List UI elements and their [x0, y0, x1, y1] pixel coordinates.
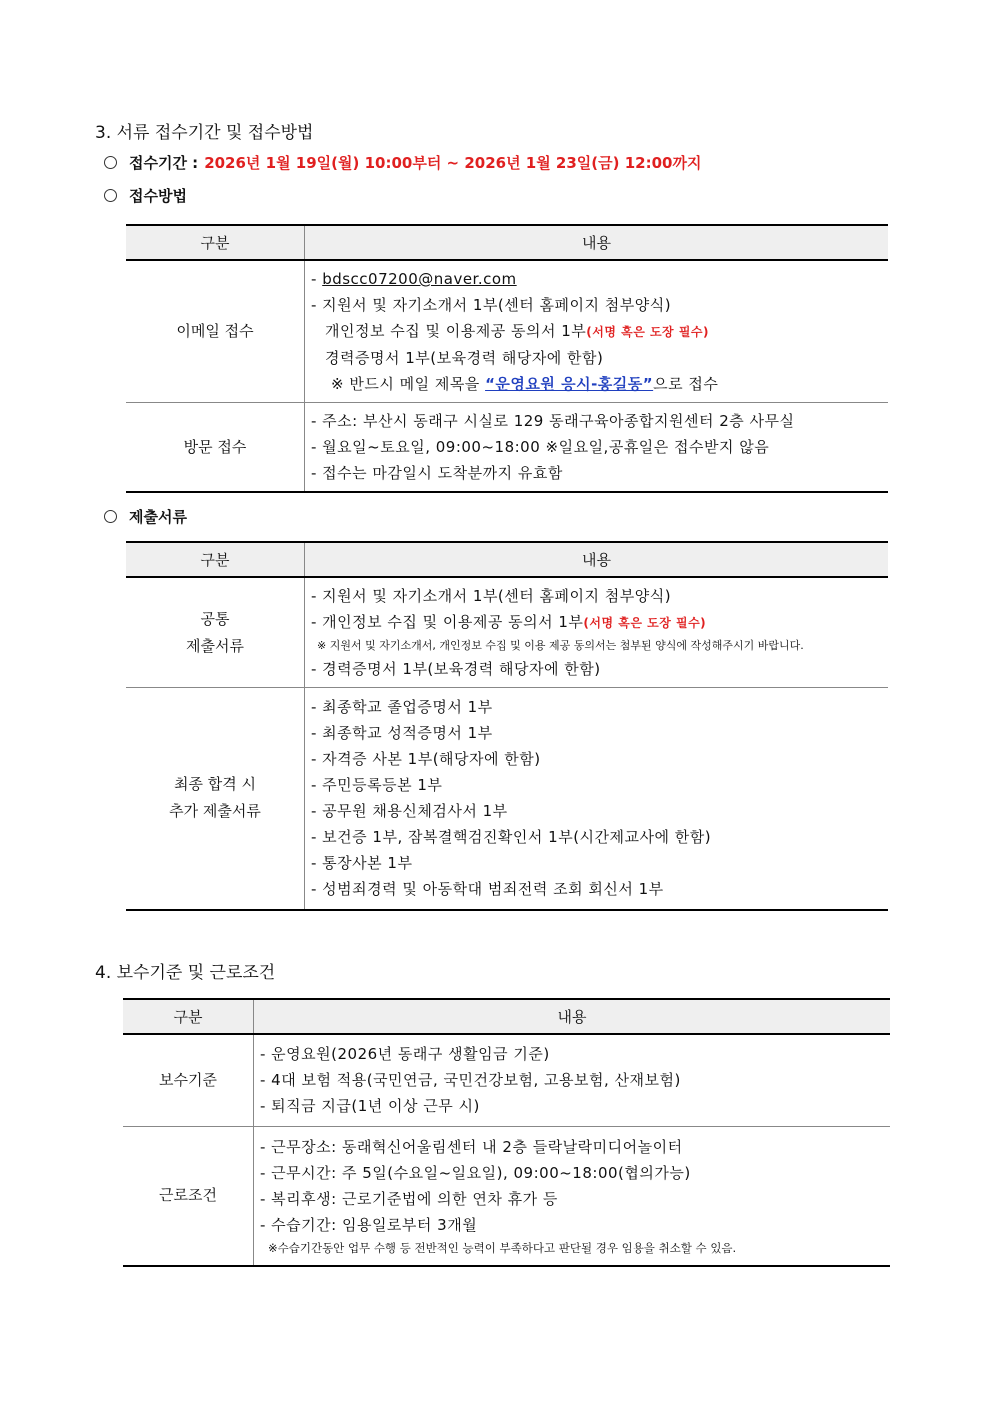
- final-docs-label: [126, 688, 305, 910]
- pay-line: - 퇴직금 지급(1년 이상 근무 시): [260, 1097, 480, 1116]
- email-content: [305, 260, 889, 403]
- pay-line: - 4대 보험 적용(국민연금, 국민건강보험, 고용보험, 산재보험): [260, 1071, 681, 1090]
- work-content: [254, 1126, 891, 1266]
- visit-line: - 주소: 부산시 동래구 시실로 129 동래구육아종합지원센터 2층 사무실: [311, 412, 795, 430]
- header-category: 구분: [123, 999, 254, 1034]
- final-line: - 성범죄경력 및 아동학대 범죄전력 조회 회신서 1부: [311, 880, 664, 899]
- final-line: - 통장사본 1부: [311, 854, 413, 873]
- visit-line: - 월요일~토요일, 09:00~18:00 ※일요일,공휴일은 접수받지 않음: [311, 438, 770, 456]
- email-label: 이메일 접수: [126, 260, 305, 403]
- email-subject-prefix: ※ 반드시 메일 제목을: [331, 375, 486, 393]
- circle-bullet-icon: [104, 189, 117, 202]
- final-line: - 최종학교 성적증명서 1부: [311, 724, 493, 743]
- header-category: 구분: [126, 542, 305, 577]
- header-content: 내용: [305, 542, 889, 577]
- circle-bullet-icon: [104, 510, 117, 523]
- email-address-line: - bdscc07200@naver.com: [311, 270, 517, 288]
- email-doc2-line: [311, 318, 882, 345]
- common-line: [311, 609, 882, 636]
- method-label: 접수방법: [129, 187, 187, 205]
- visit-line: - 접수는 마감일시 도착분까지 유효함: [311, 464, 563, 482]
- work-line: - 복리후생: 근로기준법에 의한 연차 휴가 등: [260, 1189, 558, 1208]
- period-line: [104, 152, 701, 173]
- docs-table: [126, 541, 888, 911]
- period-label: 접수기간 :: [129, 154, 199, 172]
- docs-line: [104, 506, 187, 527]
- final-line: - 최종학교 졸업증명서 1부: [311, 698, 493, 717]
- email-subject: “운영요원 응시-홍길동”: [485, 375, 654, 393]
- work-label: 근로조건: [123, 1126, 254, 1266]
- pay-line: - 운영요원(2026년 동래구 생활임금 기준): [260, 1045, 550, 1064]
- final-docs-content: [305, 688, 889, 910]
- common-note: ※ 지원서 및 자기소개서, 개인정보 수집 및 이용 제공 동의서는 첨부된 양식에 작성해주시기 바랍니다.: [317, 639, 804, 652]
- common-line: - 지원서 및 자기소개서 1부(센터 홈페이지 첨부양식): [311, 587, 672, 605]
- work-note: ※수습기간동안 업무 수행 등 전반적인 능력이 부족하다고 판단될 경우 임용을 취소할 수 있음.: [268, 1240, 737, 1255]
- work-line: - 수습기간: 임용일로부터 3개월: [260, 1215, 478, 1234]
- final-line: - 보건증 1부, 잠복결핵검진확인서 1부(시간제교사에 한함): [311, 828, 712, 847]
- final-line: - 공무원 채용신체검사서 1부: [311, 802, 508, 821]
- common-line: - 경력증명서 1부(보육경력 해당자에 한함): [311, 660, 601, 678]
- common-label-1: 공통: [200, 609, 230, 628]
- email-address[interactable]: bdscc07200@naver.com: [322, 270, 517, 288]
- email-subject-line: [311, 371, 882, 397]
- visit-content: [305, 403, 889, 493]
- period-value: 2026년 1월 19일(월) 10:00부터 ~ 2026년 1월 23일(금) 12:00까지: [204, 154, 702, 172]
- common-docs-content: [305, 577, 889, 688]
- work-line: - 근무장소: 동래혁신어울림센터 내 2층 들락날락미디어놀이터: [260, 1137, 683, 1156]
- header-content: 내용: [305, 225, 889, 260]
- docs-label: 제출서류: [129, 508, 187, 526]
- section-3-title: 3. 서류 접수기간 및 접수방법: [95, 123, 314, 143]
- header-category: 구분: [126, 225, 305, 260]
- final-line: - 자격증 사본 1부(해당자에 한함): [311, 750, 541, 769]
- method-table: [126, 224, 888, 493]
- visit-label: 방문 접수: [126, 403, 305, 493]
- email-doc1: - 지원서 및 자기소개서 1부(센터 홈페이지 첨부양식): [311, 296, 672, 314]
- email-doc3: 경력증명서 1부(보육경력 해당자에 한함): [325, 349, 604, 367]
- pay-table: [123, 998, 890, 1267]
- final-line: - 주민등록등본 1부: [311, 776, 443, 795]
- final-label-2: 추가 제출서류: [169, 802, 261, 821]
- email-subject-suffix: 으로 접수: [653, 375, 719, 393]
- final-label-1: 최종 합격 시: [174, 775, 256, 794]
- common-line2: - 개인정보 수집 및 이용제공 동의서 1부: [311, 613, 584, 631]
- pay-content: [254, 1034, 891, 1126]
- pay-label: 보수기준: [123, 1034, 254, 1126]
- method-line: [104, 185, 187, 206]
- header-content: 내용: [254, 999, 891, 1034]
- common-label-2: 제출서류: [186, 636, 244, 655]
- circle-bullet-icon: [104, 156, 117, 169]
- work-line: - 근무시간: 주 5일(수요일~일요일), 09:00~18:00(협의가능): [260, 1163, 691, 1182]
- common-docs-label: [126, 577, 305, 688]
- email-doc2-note: (서명 혹은 도장 필수): [586, 325, 709, 339]
- section-4-title: 4. 보수기준 및 근로조건: [95, 963, 276, 983]
- common-line2-note: (서명 혹은 도장 필수): [583, 616, 707, 630]
- email-doc2: 개인정보 수집 및 이용제공 동의서 1부: [325, 322, 587, 340]
